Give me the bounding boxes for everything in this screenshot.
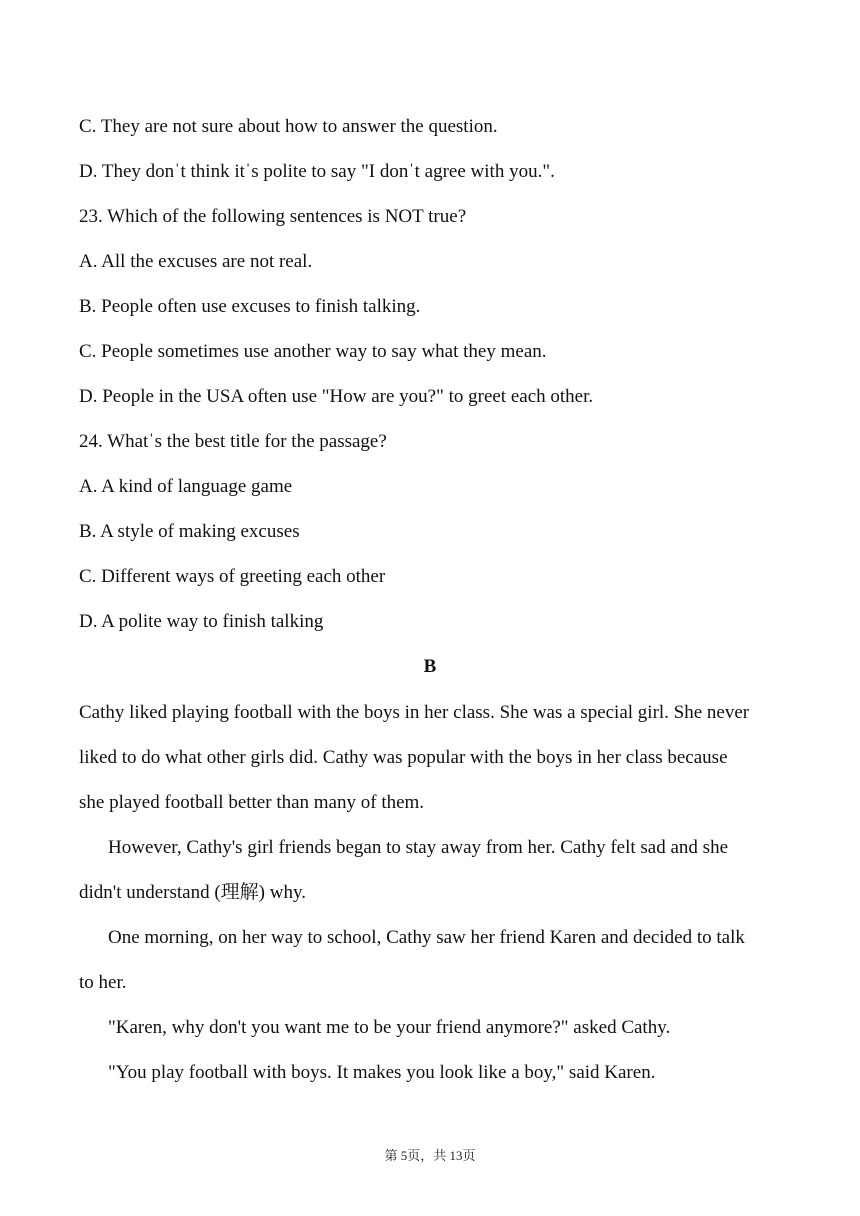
section-b-title: B <box>423 656 437 677</box>
q23-option-d: D. People in the USA often use "How are you?" to greet each other. <box>79 386 594 407</box>
q22-option-c: C. They are not sure about how to answer the question. <box>79 116 498 137</box>
page-number-footer: 第 5页，共 13页 <box>384 1148 476 1163</box>
passage-line: However, Cathy's girl friends began to stay away from her. Cathy felt sad and she <box>108 837 728 858</box>
passage-line: One morning, on her way to school, Cathy saw her friend Karen and decided to talk <box>108 927 745 948</box>
passage-line: liked to do what other girls did. Cathy was popular with the boys in her class because <box>79 747 728 768</box>
q23-option-a: A. All the excuses are not real. <box>79 251 313 272</box>
q24-option-c: C. Different ways of greeting each other <box>79 566 386 587</box>
q22-option-d: D. They donˈt think itˈs polite to say "I donˈt agree with you.". <box>79 161 555 182</box>
q24-option-d: D. A polite way to finish talking <box>79 611 324 632</box>
passage-line: "You play football with boys. It makes you look like a boy," said Karen. <box>108 1062 656 1083</box>
passage-line: Cathy liked playing football with the boys in her class. She was a special girl. She never <box>79 702 750 723</box>
q23-stem: 23. Which of the following sentences is NOT true? <box>79 206 467 227</box>
q24-stem: 24. Whatˈs the best title for the passage? <box>79 431 387 452</box>
passage-line: "Karen, why don't you want me to be your friend anymore?" asked Cathy. <box>108 1017 671 1038</box>
passage-line: she played football better than many of them. <box>79 792 425 813</box>
q24-option-a: A. A kind of language game <box>79 476 293 497</box>
passage-line: to her. <box>79 972 127 993</box>
q23-option-b: B. People often use excuses to finish talking. <box>79 296 421 317</box>
q23-option-c: C. People sometimes use another way to say what they mean. <box>79 341 547 362</box>
q24-option-b: B. A style of making excuses <box>79 521 300 542</box>
passage-line: didn't understand (理解) why. <box>79 882 306 903</box>
